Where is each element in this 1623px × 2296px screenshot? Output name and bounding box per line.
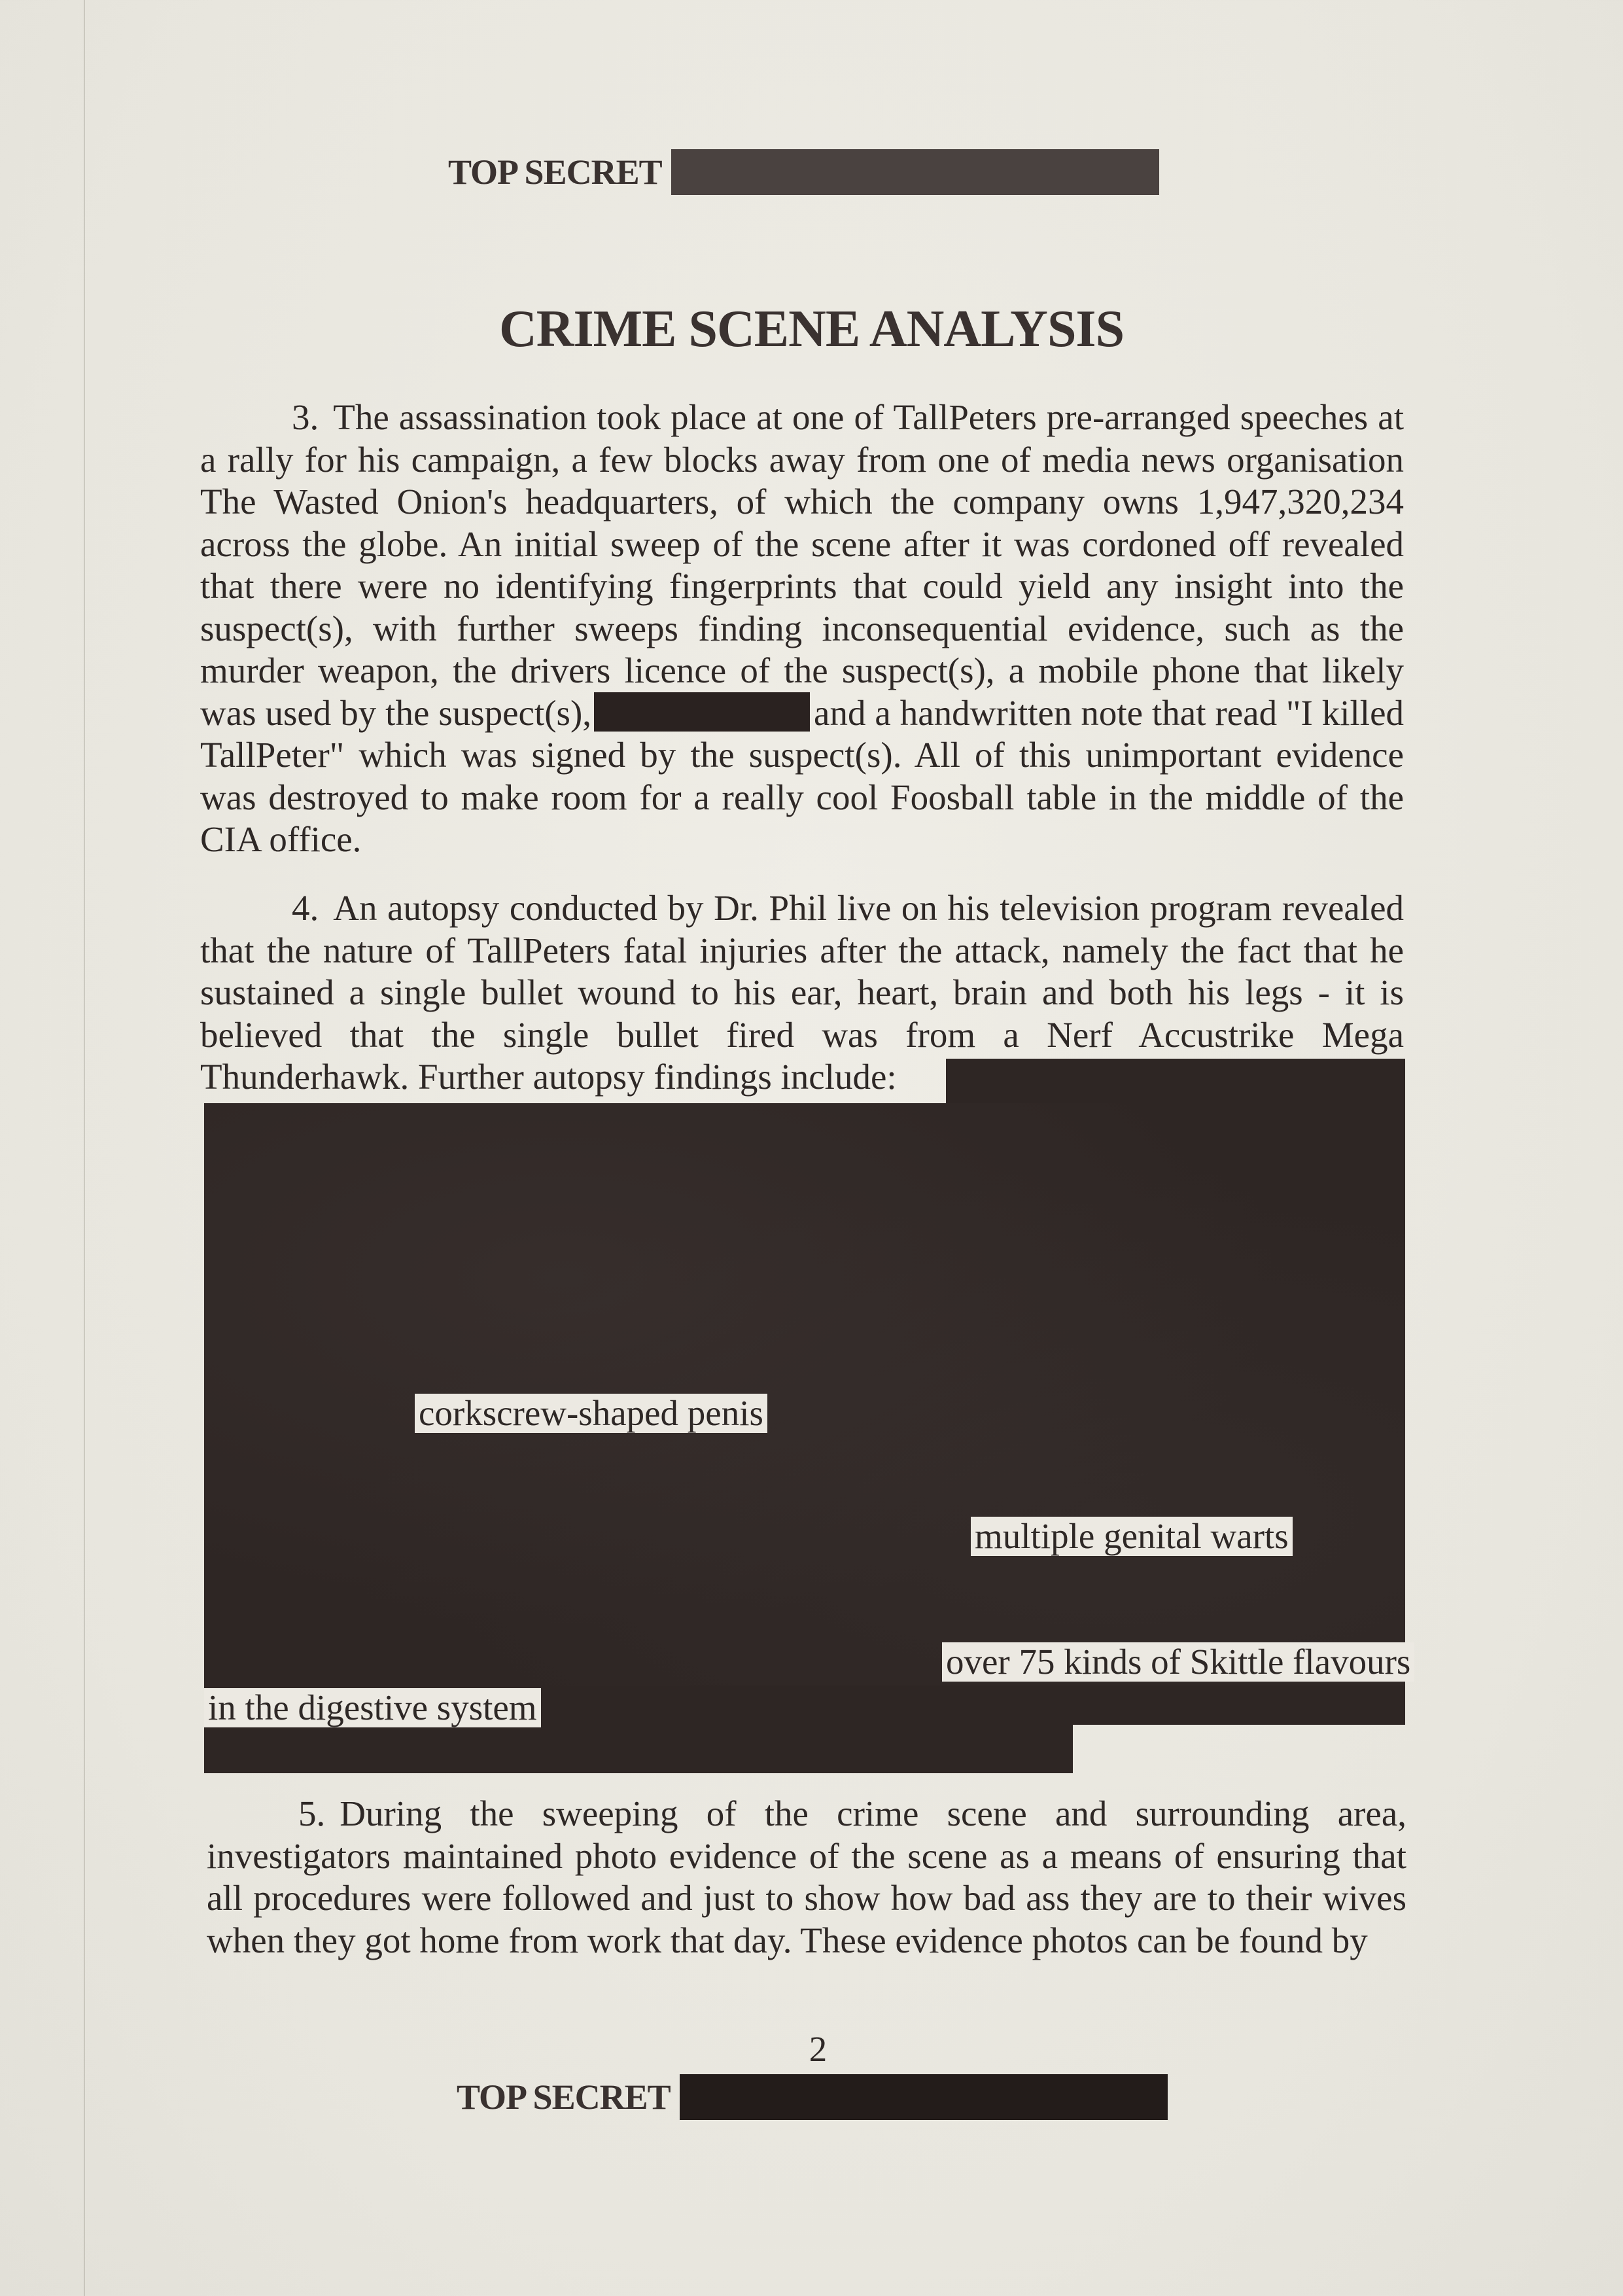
findings-redaction-top [946, 1059, 1405, 1104]
classification-label: TOP SECRET [448, 152, 662, 192]
header-redaction-bar [671, 149, 1159, 195]
paragraph-4-text: An autopsy conducted by Dr. Phil live on his television program revealed that the nature of TallPeters fatal injuries after the attack, namely the fact that he sustained a single bullet wound to his ear, heart, brain and both his legs - it is believed that the single bullet fired was from a Nerf Accustrike Mega Thunderhawk. Further autopsy findings include: [200, 888, 1404, 1097]
inline-redaction-bar [594, 692, 810, 732]
classification-header [448, 149, 1159, 195]
paragraph-number: 3. [292, 397, 319, 437]
document-title: CRIME SCENE ANALYSIS [498, 300, 1125, 358]
finding-snippet: in the digestive system [204, 1688, 541, 1727]
paragraph-5 [207, 1793, 1406, 1962]
paragraph-3-text-b: and a handwritten note that read "I killed TallPeter" which was signed by the suspect(s). All of this unimportant evidence was destroyed to make room for a really cool Foosball table in the middle of the CIA office. [200, 692, 1404, 859]
paragraph-5-text: During the sweeping of the crime scene and surrounding area, investigators maintained photo evidence of the scene as a means of ensuring that all procedures were followed and just to show how bad ass they are to their wives when they got home from work that day. These evidence photos can be found by [207, 1793, 1406, 1960]
page-number: 2 [809, 2029, 828, 2069]
finding-snippet: multiple genital warts [971, 1517, 1293, 1556]
findings-redaction-block [204, 1103, 1405, 1687]
findings-redaction-bottom-right [1073, 1686, 1405, 1725]
classification-label: TOP SECRET [457, 2077, 671, 2117]
paragraph-3-text-a: The assassination took place at one of TallPeters pre-arranged speeches at a rally for his campaign, a few blocks away from one of media news organisation The Wasted Onion's headquarters, of which the company owns 1,947,320,234 across the globe. An initial sweep of the scene after it was cordoned off revealed that there were no identifying fingerprints that could yield any insight into the suspect(s), with further sweeps finding inconsequential evidence, such as the murder weapon, the drivers licence of the suspect(s), a mobile phone that likely was used by the suspect(s), [200, 397, 1404, 733]
finding-snippet: corkscrew-shaped penis [415, 1394, 767, 1433]
paragraph-3 [200, 397, 1404, 861]
finding-snippet: over 75 kinds of Skittle flavours [942, 1642, 1414, 1682]
footer-redaction-bar [680, 2074, 1168, 2120]
paragraph-number: 4. [292, 888, 319, 928]
paragraph-number: 5. [298, 1793, 326, 1833]
classification-footer [457, 2074, 1168, 2120]
